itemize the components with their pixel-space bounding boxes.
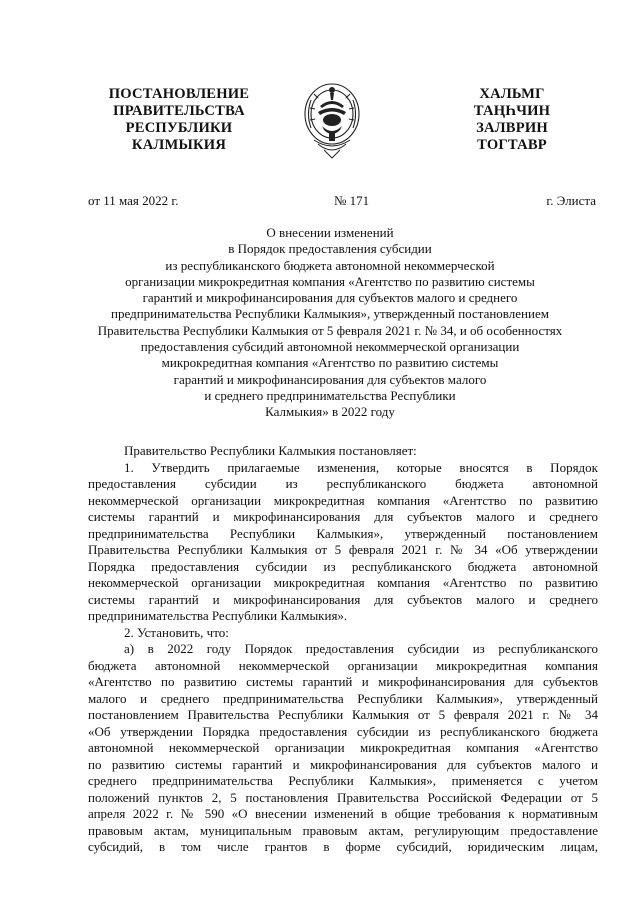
title-line: предпринимательства Республики Калмыкия», утвержденный постановлением [111, 306, 549, 322]
body-line: среднего предпринимательства Республики Калмыкия», применяется с учетом [88, 773, 598, 788]
body-line: некоммерческой организации микрокредитная компания «Агентство по развитию [88, 575, 598, 590]
title-line: гарантий и микрофинансирования для субъектов малого [173, 371, 487, 387]
body-line: предоставления субсидии из республиканского бюджета автономной [88, 476, 598, 491]
body-line: положений пунктов 2, 5 постановления Правительства Российской Федерации от 5 [88, 789, 598, 805]
header-kalmyk-title [452, 86, 572, 154]
title-line: организации микрокредитная компания «Агентство по развитию системы [125, 273, 535, 289]
body-line: правовым актам, муниципальным правовым актам, регулирующим предоставление [88, 822, 598, 838]
title-line: Калмыкия» в 2022 году [265, 404, 395, 420]
title-line: О внесении изменений [266, 225, 394, 240]
body-line: системы гарантий и микрофинансирования для субъектов малого и среднего [88, 591, 598, 607]
document-meta [88, 193, 596, 209]
header-left-line: ПРАВИТЕЛЬСТВА [113, 103, 245, 119]
body-line: «Об утверждении Порядка предоставления субсидии из республиканского бюджета [88, 723, 598, 739]
body-line: предпринимательства Республики Калмыкия», утвержденный постановлением [88, 525, 598, 541]
body-line: а) в 2022 году Порядок предоставления субсидии из республиканского [124, 641, 598, 656]
body-line: апреля 2022 г. № 590 «О внесении изменений в общие требования к нормативным [88, 806, 598, 821]
header-right-line: ТОГТАВР [477, 137, 547, 153]
body-line: Правительства Республики Калмыкия от 5 февраля 2021 г. № 34 «Об утверждении [88, 542, 598, 557]
document-number: № 171 [334, 193, 370, 208]
header-russian-title [94, 86, 264, 154]
title-line: из республиканского бюджета автономной некоммерческой [165, 257, 495, 273]
body-line: постановлением Правительства Республики Калмыкия от 5 февраля 2021 г. № 34 [88, 707, 598, 722]
header-left-line: КАЛМЫКИЯ [131, 137, 227, 153]
header-right-line: ТАҢҺЧИН [473, 103, 551, 119]
body-line: Порядка предоставления субсидии из республиканского бюджета автономной [88, 558, 598, 574]
document-city: г. Элиста [546, 193, 596, 208]
body-line: «Агентство по развитию системы гарантий и микрофинансирования для субъектов [88, 674, 598, 689]
header-left-line: РЕСПУБЛИКИ [125, 120, 233, 136]
body-line: бюджета автономной некоммерческой организации микрокредитная компания [88, 657, 598, 673]
title-line: Правительства Республики Калмыкия от 5 февраля 2021 г. № 34, и об особенностях [97, 322, 563, 338]
body-line: автономной некоммерческой организации микрокредитная компания «Агентство [88, 740, 598, 755]
title-line: и среднего предпринимательства Республики [204, 387, 456, 403]
header-right-line: ЗАЛВРИН [476, 120, 548, 136]
document-body [88, 443, 598, 856]
body-line: субсидий, в том числе грантов в форме субсидий, юридическим лицам, [88, 839, 598, 854]
body-line: 2. Установить, что: [124, 624, 229, 640]
body-line: Правительство Республики Калмыкия постановляет: [124, 443, 417, 458]
document-date: от 11 мая 2022 г. [88, 193, 179, 208]
header-left-line: ПОСТАНОВЛЕНИЕ [108, 86, 250, 102]
body-line: малого и среднего предпринимательства Республики Калмыкия», утвержденный [88, 690, 598, 706]
body-line: системы гарантий и микрофинансирования для субъектов малого и среднего [88, 509, 598, 524]
title-line: гарантий и микрофинансирования для субъектов малого и среднего [142, 290, 518, 306]
body-line: 1. Утвердить прилагаемые изменения, которые вносятся в Порядок [124, 459, 598, 475]
header-right-line: ХАЛЬМГ [479, 86, 545, 102]
kalmykia-coat-of-arms-icon [300, 78, 364, 160]
title-line: в Порядок предоставления субсидии [228, 241, 432, 257]
title-line: предоставления субсидий автономной некоммерческой организации [140, 339, 520, 355]
body-line: некоммерческой организации микрокредитная компания «Агентство по развитию [88, 492, 598, 508]
title-line: микрокредитная компания «Агентство по развитию системы [161, 355, 499, 371]
document-title [80, 225, 580, 421]
body-line: предпринимательства Республики Калмыкия». [88, 608, 348, 623]
body-line: по развитию системы гарантий и микрофинансирования для субъектов малого и [88, 756, 598, 772]
